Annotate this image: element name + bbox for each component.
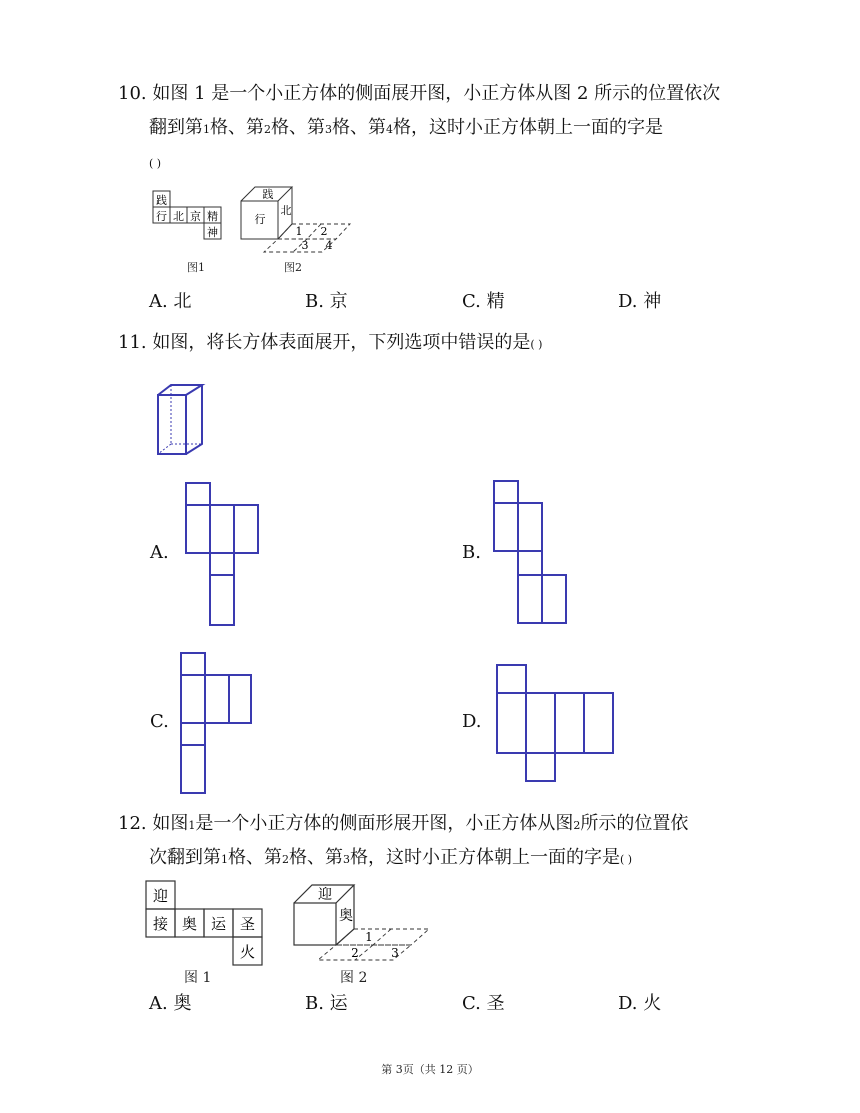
q10-fig2-side: 北 <box>280 204 292 217</box>
q12-fig2-caption: 图 2 <box>340 970 368 986</box>
q11-option-b[interactable]: B. <box>462 542 481 563</box>
q12-fig2-cell-2: 2 <box>351 946 359 960</box>
q11-line1-text: 11. 如图，将长方体表面展开，下列选项中错误的是 <box>118 332 531 353</box>
q12-fig1-row-3: 圣 <box>239 915 256 933</box>
q12-fig1-bottom: 火 <box>239 943 256 961</box>
q10-n3: 3 <box>325 123 332 136</box>
q12-line1-part: 所示的位置依 <box>580 813 689 834</box>
q10-option-d[interactable]: D. 神 <box>618 291 662 312</box>
q11-answer-paren: ( ) <box>530 338 543 351</box>
q10-fig2-cell-2: 2 <box>320 225 328 238</box>
q10-option-c[interactable]: C. 精 <box>462 291 505 312</box>
q12-fig1-row-1: 奥 <box>181 915 198 933</box>
q11-option-c[interactable]: C. <box>150 711 169 732</box>
q12-n5: 3 <box>343 853 350 866</box>
q10-fig1-row-2: 京 <box>190 210 201 223</box>
q10-line2-part: 格、第 <box>271 117 325 138</box>
q12-line1-part: 12. 如图 <box>118 813 189 834</box>
q12-line2-part: 格，这时小正方体朝上一面的字是 <box>350 847 620 868</box>
q12-fig1-row-2: 运 <box>210 915 227 933</box>
q12-answer-paren: ( ) <box>620 853 633 866</box>
q10-line2 <box>149 116 663 142</box>
q11-cuboid <box>155 382 210 457</box>
q12-fig1-net <box>143 878 265 968</box>
q12-n2: 2 <box>573 819 581 832</box>
q12-fig1-top: 迎 <box>152 887 169 905</box>
q10-fig1-row-3: 精 <box>207 210 218 223</box>
q10-n2: 2 <box>264 123 271 136</box>
q12-line2-part: 格、第 <box>228 847 282 868</box>
q12-n1: 1 <box>188 819 196 832</box>
q10-fig1-caption: 图1 <box>187 261 205 274</box>
q10-fig2-cell-1: 1 <box>295 225 303 238</box>
q11-option-d[interactable]: D. <box>462 711 482 732</box>
q12-line1-part: 是一个小正方体的侧面形展开图，小正方体从图 <box>195 813 574 834</box>
q10-line2-part: 翻到第 <box>149 117 203 138</box>
q10-fig1-bottom: 神 <box>207 226 218 239</box>
q11-net-a <box>183 480 261 630</box>
q12-option-a[interactable]: A. 奥 <box>149 993 192 1014</box>
q10-line2-part: 格，这时小正方体朝上一面的字是 <box>393 117 663 138</box>
q10-option-b[interactable]: B. 京 <box>305 291 348 312</box>
q10-fig1-net <box>150 188 225 243</box>
q10-fig2-caption: 图2 <box>284 261 302 274</box>
q12-line2 <box>149 846 632 872</box>
q12-option-b[interactable]: B. 运 <box>305 993 348 1014</box>
q10-fig1-row-0: 行 <box>156 210 167 223</box>
q11-net-c <box>178 650 256 798</box>
q11-option-a[interactable]: A. <box>150 542 169 563</box>
q10-fig1-row-1: 北 <box>173 210 184 223</box>
q12-n4: 2 <box>282 853 289 866</box>
q10-fig1-top: 践 <box>156 194 167 207</box>
q10-answer-paren: ( ) <box>149 157 162 170</box>
q10-option-a[interactable]: A. 北 <box>149 291 192 312</box>
q10-line2-part: 格、第 <box>332 117 386 138</box>
q10-fig2-cube <box>238 184 363 254</box>
q11-net-d <box>494 662 618 786</box>
page-footer: 第 3页（共 12 页） <box>381 1063 479 1076</box>
q10-line2-part: 格、第 <box>210 117 264 138</box>
q12-fig2-cube <box>291 882 433 966</box>
q12-fig1-row-0: 接 <box>152 915 169 933</box>
q12-n3: 1 <box>221 853 228 866</box>
q10-n1: 1 <box>203 123 210 136</box>
q12-fig2-side: 奥 <box>339 908 353 924</box>
q11-line1 <box>118 331 542 357</box>
q12-line1 <box>118 812 688 838</box>
q11-net-b <box>491 478 569 628</box>
q10-line1: 10. 如图 1 是一个小正方体的侧面展开图，小正方体从图 2 所示的位置依次 <box>118 83 721 104</box>
q10-fig2-cell-3: 3 <box>301 239 309 252</box>
q10-fig2-cell-4: 4 <box>325 239 333 252</box>
q12-fig2-cell-1: 1 <box>365 930 373 944</box>
q10-fig2-front: 行 <box>254 213 266 226</box>
q12-fig1-caption: 图 1 <box>184 970 212 986</box>
q12-fig2-top: 迎 <box>318 887 332 903</box>
q10-n4: 4 <box>386 123 393 136</box>
q12-option-c[interactable]: C. 圣 <box>462 993 505 1014</box>
q12-option-d[interactable]: D. 火 <box>618 993 662 1014</box>
q12-line2-part: 格、第 <box>289 847 343 868</box>
q10-fig2-top: 践 <box>262 188 274 201</box>
q12-line2-part: 次翻到第 <box>149 847 221 868</box>
q12-fig2-cell-3: 3 <box>391 946 399 960</box>
